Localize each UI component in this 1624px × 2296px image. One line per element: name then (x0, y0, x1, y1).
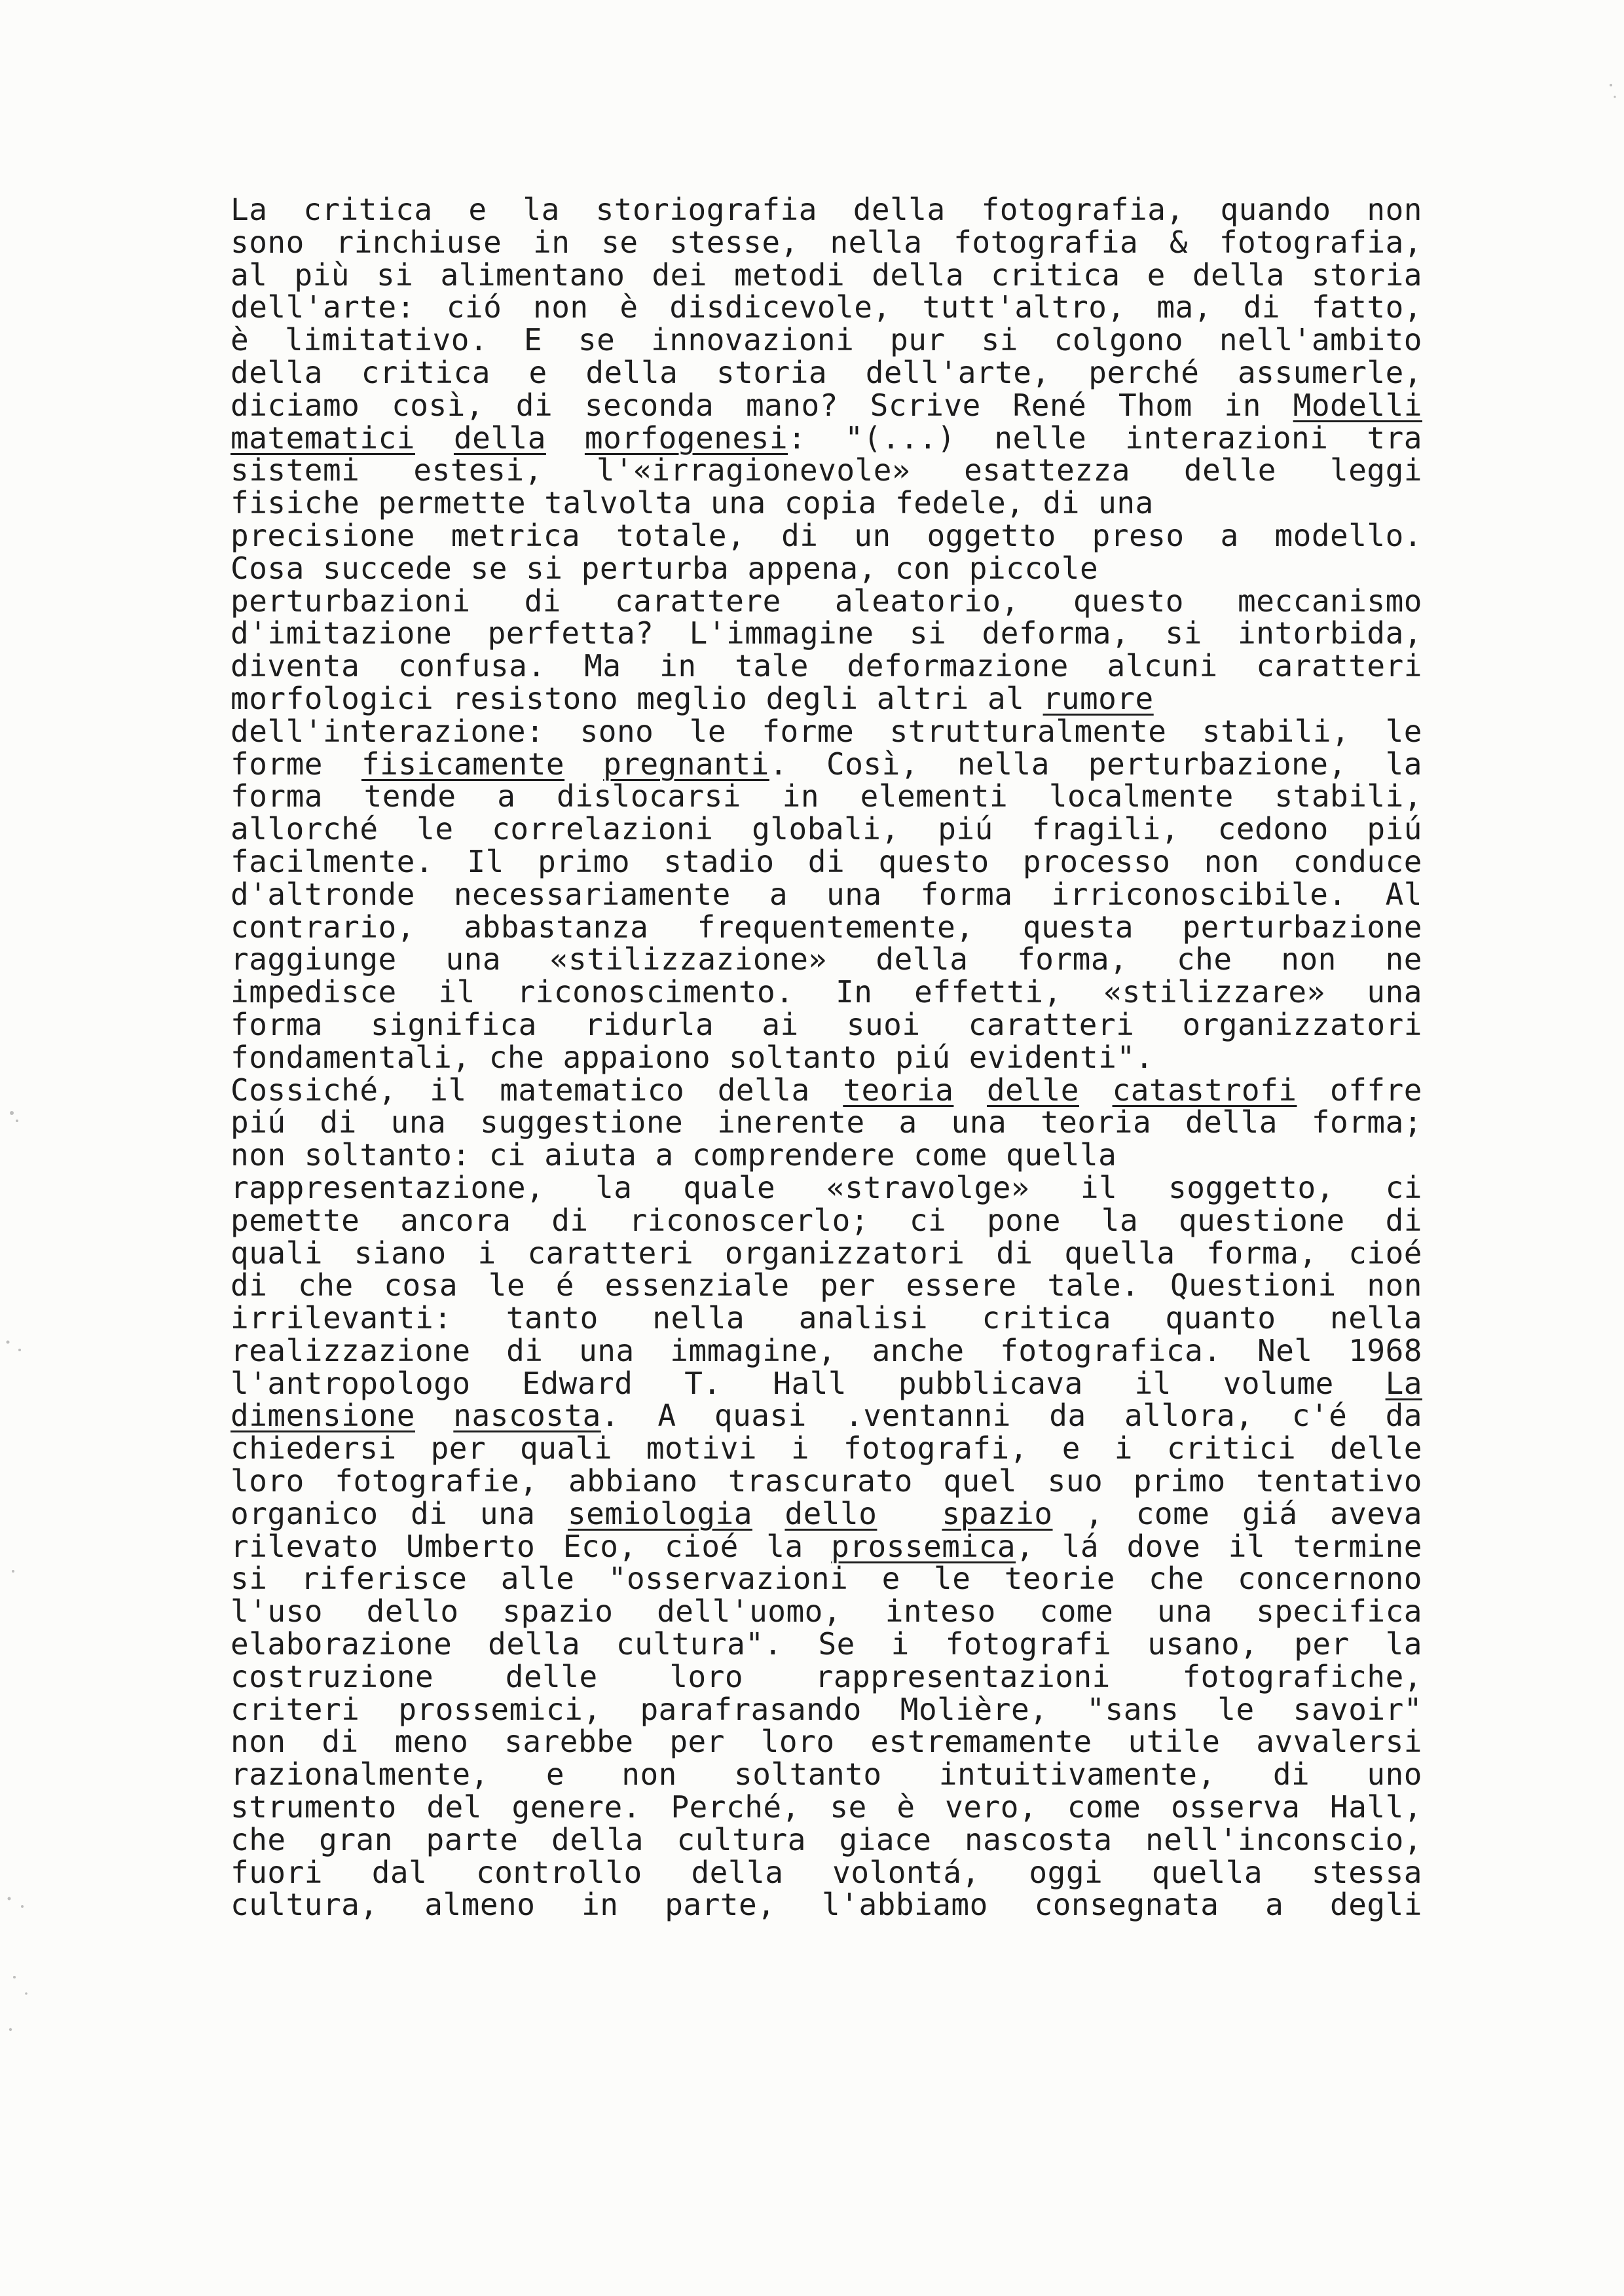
text-segment: realizzazione di una immagine, anche fotografica. Nel 1968 (231, 1332, 1422, 1368)
text-segment: rappresentazione, la quale «stravolge» il soggetto, ci (231, 1169, 1422, 1205)
text-segment: perturbazioni di carattere aleatorio, questo meccanismo (231, 583, 1422, 619)
text-segment: cultura, almeno in parte, l'abbiamo consegnata a degli (231, 1887, 1422, 1923)
text-line (231, 1628, 1422, 1661)
text-line (231, 224, 1422, 260)
text-line (231, 354, 1422, 390)
text-line (231, 1400, 1422, 1432)
text-line (231, 1528, 1422, 1564)
text-segment: morfologici resistono meglio degli altri al (231, 680, 1043, 716)
text-line (231, 1432, 1422, 1465)
underlined-title-segment: catastrofi (1112, 1072, 1297, 1108)
text-segment: raggiunge una «stilizzazione» della forma, che non ne (231, 941, 1422, 977)
text-segment: , come giá aveva (1052, 1495, 1423, 1531)
text-line (231, 1006, 1422, 1042)
text-segment: contrario, abbastanza frequentemente, questa perturbazione (231, 909, 1422, 945)
text-segment: precisione metrica totale, di un oggetto preso a modello. (231, 517, 1422, 553)
text-segment: costruzione delle loro rappresentazioni fotografiche, (231, 1658, 1422, 1694)
text-line (231, 1726, 1422, 1758)
text-line (231, 422, 1422, 455)
text-segment: non di meno sarebbe per loro estremamente utile avvalersi (231, 1724, 1422, 1760)
text-line (231, 1758, 1422, 1791)
underlined-title-segment: nascosta (453, 1398, 601, 1434)
text-segment: l'uso dello spazio dell'uomo, inteso come una specifica (231, 1594, 1422, 1630)
text-line (231, 780, 1422, 813)
text-segment: offre (1297, 1072, 1423, 1108)
text-line (231, 1332, 1422, 1368)
text-segment: forme (231, 746, 361, 782)
text-line (231, 1465, 1422, 1498)
text-segment (953, 1072, 987, 1108)
text-segment: d'imitazione perfetta? L'immagine si deforma, si intorbida, (231, 615, 1422, 651)
text-line (231, 1106, 1422, 1139)
text-segment: che gran parte della cultura giace nascosta nell'inconscio, (231, 1821, 1422, 1857)
text-segment: sono rinchiuse in se stesse, nella fotografia & fotografia, (231, 224, 1422, 260)
text-segment: al più si alimentano dei metodi della critica e della storia (231, 257, 1422, 293)
text-segment: organico di una (231, 1495, 568, 1531)
text-segment (564, 746, 603, 782)
text-line (231, 680, 1422, 716)
text-line (231, 713, 1422, 749)
text-line (231, 1821, 1422, 1857)
text-line (231, 291, 1422, 324)
text-segment: Cossiché, il matematico della (231, 1072, 843, 1108)
text-segment: impedisce il riconoscimento. In effetti, «stilizzare» una (231, 974, 1422, 1010)
text-segment: pemette ancora di riconoscerlo; ci pone la questione di (231, 1202, 1422, 1238)
underlined-title-segment: dimensione (231, 1398, 415, 1434)
underlined-title-segment: spazio (942, 1495, 1053, 1531)
text-line (231, 1269, 1422, 1302)
underlined-title-segment: prossemica (831, 1528, 1016, 1564)
text-segment: , lá dove il termine (1016, 1528, 1422, 1564)
text-line (231, 1563, 1422, 1595)
text-segment (1079, 1072, 1113, 1108)
underlined-title-segment: matematici (231, 420, 415, 456)
text-segment: razionalmente, e non soltanto intuitivamente, di uno (231, 1757, 1422, 1793)
text-line (231, 1139, 1422, 1172)
text-line (231, 1658, 1422, 1694)
text-segment: sistemi estesi, l'«irragionevole» esattezza delle leggi (231, 452, 1422, 488)
underlined-title-segment: teoria (843, 1072, 954, 1108)
underlined-title-segment: rumore (1043, 680, 1154, 716)
underlined-title-segment: della (453, 420, 546, 456)
text-line (231, 843, 1422, 879)
text-segment: allorché le correlazioni globali, piú fragili, cedono piú (231, 811, 1422, 847)
text-line (231, 1074, 1422, 1107)
text-segment: irrilevanti: tanto nella analisi critica quanto nella (231, 1300, 1422, 1336)
text-line (231, 1854, 1422, 1890)
text-line (231, 943, 1422, 976)
text-segment: fuori dal controllo della volontá, oggi quella stessa (231, 1854, 1422, 1890)
text-segment (877, 1496, 942, 1531)
text-line (231, 976, 1422, 1009)
underlined-title-segment: fisicamente (361, 746, 565, 782)
text-line (231, 1495, 1423, 1531)
text-segment: strumento del genere. Perché, se è vero, come osserva Hall, (231, 1789, 1422, 1825)
underlined-title-segment: Modelli (1293, 387, 1422, 423)
text-line (231, 550, 1422, 586)
text-segment: l'antropologo Edward T. Hall pubblicava il volume (231, 1365, 1386, 1401)
text-segment: piú di una suggestione inerente a una teoria della forma; (231, 1104, 1422, 1140)
text-segment (415, 420, 454, 456)
text-segment: d'altronde necessariamente a una forma irriconoscibile. Al (231, 876, 1422, 912)
text-segment: diventa confusa. Ma in tale deformazione alcuni caratteri (231, 648, 1422, 684)
text-line (231, 813, 1422, 846)
text-segment: della critica e della storia dell'arte, perché assumerle, (231, 354, 1422, 390)
text-line (231, 617, 1422, 650)
text-segment (546, 420, 585, 456)
text-segment: forma tende a dislocarsi in elementi localmente stabili, (231, 778, 1422, 814)
text-line (231, 194, 1422, 227)
text-line (231, 1237, 1422, 1270)
text-line (231, 748, 1422, 781)
underlined-title-segment: delle (986, 1072, 1079, 1108)
text-line (231, 1791, 1422, 1824)
text-line (231, 1365, 1422, 1401)
text-segment: chiedersi per quali motivi i fotografi, e i critici delle (231, 1430, 1422, 1467)
text-segment: quali siano i caratteri organizzatori di quella forma, cioé (231, 1235, 1422, 1271)
text-segment: La critica e la storiografia della fotografia, quando non (231, 192, 1422, 227)
text-line (231, 1595, 1422, 1628)
text-segment: criteri prossemici, parafrasando Molière, "sans le savoir" (231, 1691, 1422, 1727)
text-line (231, 1889, 1422, 1922)
text-line (231, 517, 1422, 553)
text-segment: dell'interazione: sono le forme strutturalmente stabili, le (231, 713, 1422, 749)
text-line (231, 1169, 1422, 1205)
text-line (231, 454, 1422, 487)
text-segment: di che cosa le é essenziale per essere tale. Questioni non (231, 1267, 1422, 1303)
text-segment: elaborazione della cultura". Se i fotografi usano, per la (231, 1626, 1422, 1662)
text-line (231, 876, 1422, 912)
text-segment: si riferisce alle "osservazioni e le teorie che concernono (231, 1561, 1422, 1597)
underlined-title-segment: La (1385, 1365, 1422, 1401)
text-segment: fisiche permette talvolta una copia fedele, di una (231, 485, 1154, 521)
text-segment: fondamentali, che appaiono soltanto piú evidenti". (231, 1039, 1154, 1075)
text-segment: rilevato Umberto Eco, cioé la (231, 1528, 832, 1564)
underlined-title-segment: dello (784, 1495, 877, 1531)
text-segment: dell'arte: ció non è disdicevole, tutt'altro, ma, di fatto, (231, 289, 1422, 325)
text-line (231, 259, 1422, 292)
text-segment: . A quasi .ventanni da allora, c'é da (600, 1398, 1422, 1434)
text-segment: diciamo così, di seconda mano? Scrive René Thom in (231, 387, 1293, 423)
text-segment (415, 1398, 453, 1433)
text-line (231, 585, 1422, 618)
underlined-title-segment: morfogenesi (584, 420, 788, 456)
text-segment: loro fotografie, abbiano trascurato quel suo primo tentativo (231, 1463, 1422, 1499)
text-line (231, 1039, 1422, 1075)
text-segment: facilmente. Il primo stadio di questo processo non conduce (231, 843, 1422, 879)
underlined-title-segment: pregnanti (603, 746, 769, 782)
text-segment: : "(...) nelle interazioni tra (788, 420, 1422, 456)
text-line (231, 650, 1422, 683)
text-line (231, 487, 1422, 520)
text-line (231, 324, 1422, 357)
text-segment (752, 1496, 784, 1531)
text-segment: Cosa succede se si perturba appena, con piccole (231, 550, 1099, 586)
text-segment: è limitativo. E se innovazioni pur si colgono nell'ambito (231, 322, 1422, 358)
text-line (231, 1691, 1422, 1727)
text-line (231, 911, 1422, 944)
text-line (231, 1202, 1422, 1238)
text-segment: forma significa ridurla ai suoi caratteri organizzatori (231, 1006, 1422, 1042)
typewritten-text-body (231, 194, 1422, 1922)
text-line (231, 387, 1422, 423)
underlined-title-segment: semiologia (567, 1495, 752, 1531)
text-segment: non soltanto: ci aiuta a comprendere come quella (231, 1137, 1117, 1173)
text-line (231, 1302, 1422, 1335)
text-segment: . Così, nella perturbazione, la (769, 746, 1422, 782)
